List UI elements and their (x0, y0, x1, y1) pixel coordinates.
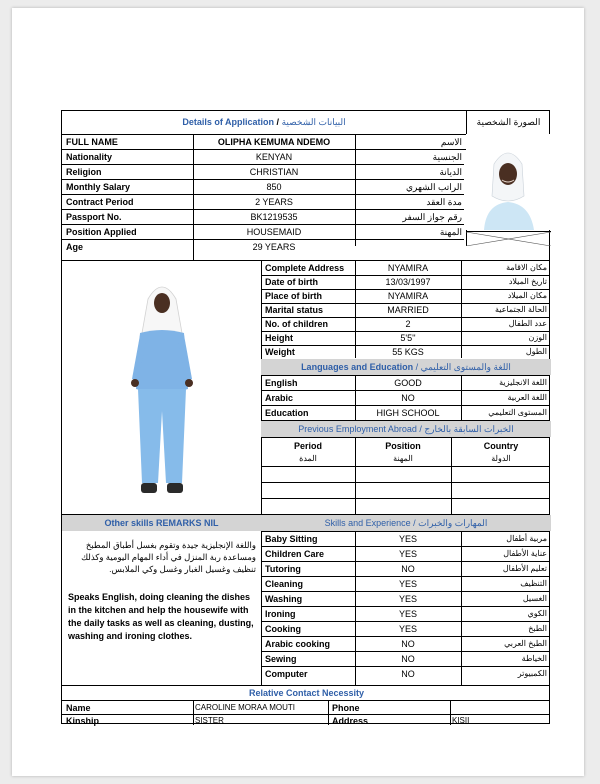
other-skills-text-ar: واللغة الإنجليزية جيدة وتقوم بغسل أطباق المطبخ ومساعدة ربة المنزل في أداء المهام اليومية وكذلك تنظيف وغسيل الغبار وغسل وكي الملابس. (81, 540, 256, 574)
personal-value: KENYAN (255, 152, 293, 162)
personal-label-ar: المهنة (439, 227, 462, 237)
detail-label: Height (265, 333, 293, 343)
employment-col-header-ar: المدة (299, 454, 317, 463)
skill-value: NO (401, 654, 415, 664)
language-value: GOOD (394, 378, 422, 388)
detail-label-ar: مكان الاقامة (506, 263, 547, 272)
skills-title: Skills and Experience / المهارات والخبرات (261, 515, 551, 531)
language-label-ar: اللغة الانجليزية (499, 378, 547, 387)
personal-label-ar: الديانة (439, 167, 462, 177)
skill-label-ar: مربية أطفال (506, 534, 547, 543)
skill-value: YES (398, 534, 417, 544)
skill-label: Cooking (265, 624, 301, 634)
empty-box (466, 231, 551, 245)
skill-label: Cleaning (265, 579, 304, 589)
language-value: HIGH SCHOOL (376, 408, 440, 418)
skill-label-ar: التنظيف (520, 579, 547, 588)
cross-lines (466, 232, 551, 246)
employment-col-header-ar: الدولة (491, 454, 511, 463)
detail-value: NYAMIRA (387, 291, 429, 301)
employment-title: Previous Employment Abroad / الخبرات السابقة بالخارج (261, 421, 551, 437)
relative-address-label: Address (332, 716, 369, 726)
personal-label: Age (66, 242, 84, 252)
portrait-image (466, 134, 551, 230)
personal-value: 29 YEARS (252, 242, 296, 252)
relative-name-label: Name (66, 703, 91, 713)
skill-label-ar: الكوي (527, 609, 547, 618)
language-label-ar: المستوى التعليمي (488, 408, 547, 417)
skill-label-ar: الخياطة (521, 654, 547, 663)
full-body-image (62, 261, 261, 515)
detail-value: 13/03/1997 (385, 277, 431, 287)
skill-label: Tutoring (265, 564, 301, 574)
personal-label-ar: الراتب الشهري (406, 182, 462, 192)
skill-label: Ironing (265, 609, 296, 619)
detail-label-ar: تاريخ الميلاد (508, 277, 547, 286)
skill-label-ar: الطبخ (528, 624, 547, 633)
employment-col-header-ar: المهنة (393, 454, 413, 463)
relative-phone-label: Phone (332, 703, 360, 713)
personal-value: 850 (266, 182, 282, 192)
skill-value: NO (401, 639, 415, 649)
personal-label-ar: مدة العقد (426, 197, 462, 207)
detail-value: 55 KGS (392, 347, 424, 357)
personal-value: OLIPHA KEMUMA NDEMO (217, 137, 331, 147)
language-value: NO (401, 393, 415, 403)
portrait-photo (466, 134, 551, 230)
skill-label: Sewing (265, 654, 297, 664)
skill-value: YES (398, 549, 417, 559)
personal-label-ar: رقم جواز السفر (402, 212, 462, 222)
other-skills-text-en: Speaks English, doing cleaning the dishes in the kitchen and help the housewife with the daily tasks as well as cleaning, dusting, washing and ironing clothes. (68, 592, 254, 641)
relative-address-value: KISII (452, 716, 470, 725)
detail-label-ar: الحالة الجتماعية (495, 305, 547, 314)
personal-label: FULL NAME (66, 137, 118, 147)
personal-value: CHRISTIAN (249, 167, 299, 177)
detail-value: MARRIED (387, 305, 429, 315)
employment-col-header: Country (483, 441, 519, 451)
skill-label-ar: الغسيل (522, 594, 547, 603)
relative-title: Relative Contact Necessity (248, 688, 365, 698)
language-label: Arabic (265, 393, 294, 403)
full-body-photo (62, 261, 261, 515)
skill-value: YES (398, 594, 417, 604)
language-label: Education (265, 408, 309, 418)
relative-kinship-value: SISTER (195, 716, 224, 725)
detail-label: Marital status (265, 305, 324, 315)
skill-label-ar: الكمبيوتر (517, 669, 547, 678)
personal-label: Monthly Salary (66, 182, 131, 192)
detail-value: 5'5'' (400, 333, 416, 343)
skill-label-ar: عناية الأطفال (503, 549, 547, 558)
personal-value: BK1219535 (250, 212, 298, 222)
detail-value: NYAMIRA (387, 263, 429, 273)
skill-label: Arabic cooking (265, 639, 331, 649)
other-skills-title: Other skills REMARKS NIL (62, 515, 261, 531)
personal-label: Contract Period (66, 197, 134, 207)
detail-label: Complete Address (265, 263, 345, 273)
skill-label: Computer (265, 669, 308, 679)
languages-title: Languages and Education / اللغة والمستوى التعليمي (261, 359, 551, 375)
detail-label: Place of birth (265, 291, 323, 301)
language-label: English (265, 378, 298, 388)
application-form (61, 110, 550, 724)
skill-value: YES (398, 624, 417, 634)
relative-name-value: CAROLINE MORAA MOUTI (195, 703, 296, 712)
detail-label: No. of children (265, 319, 328, 329)
skill-label: Washing (265, 594, 303, 604)
skill-value: YES (398, 609, 417, 619)
employment-col-header: Period (293, 441, 322, 451)
detail-value: 2 (405, 319, 411, 329)
skill-value: NO (401, 564, 415, 574)
document-page (12, 8, 584, 776)
personal-label: Nationality (66, 152, 113, 162)
skill-label-ar: الطبخ العربي (504, 639, 547, 648)
skill-label-ar: تعليم الأطفال (502, 564, 547, 573)
photo-title-ar: الصورة الشخصية (476, 117, 541, 127)
personal-value: HOUSEMAID (246, 227, 302, 237)
skill-value: YES (398, 579, 417, 589)
details-title: Details of Application / البيانات الشخصية (182, 117, 346, 127)
skill-value: NO (401, 669, 415, 679)
detail-label: Weight (265, 347, 295, 357)
detail-label: Date of birth (265, 277, 318, 287)
personal-label-ar: الاسم (440, 137, 462, 147)
detail-label-ar: مكان الميلاد (507, 291, 547, 300)
employment-col-header: Position (385, 441, 421, 451)
personal-label: Position Applied (66, 227, 137, 237)
personal-label-ar: الجنسية (432, 152, 462, 162)
personal-label: Religion (66, 167, 102, 177)
detail-label-ar: عدد الطفال (508, 319, 547, 328)
skill-label: Baby Sitting (265, 534, 318, 544)
detail-label-ar: الطول (525, 347, 547, 356)
skill-label: Children Care (265, 549, 325, 559)
language-label-ar: اللغة العربية (507, 393, 547, 402)
personal-label: Passport No. (66, 212, 122, 222)
relative-kinship-label: Kinship (66, 716, 99, 726)
detail-label-ar: الوزن (528, 333, 547, 342)
personal-value: 2 YEARS (255, 197, 293, 207)
